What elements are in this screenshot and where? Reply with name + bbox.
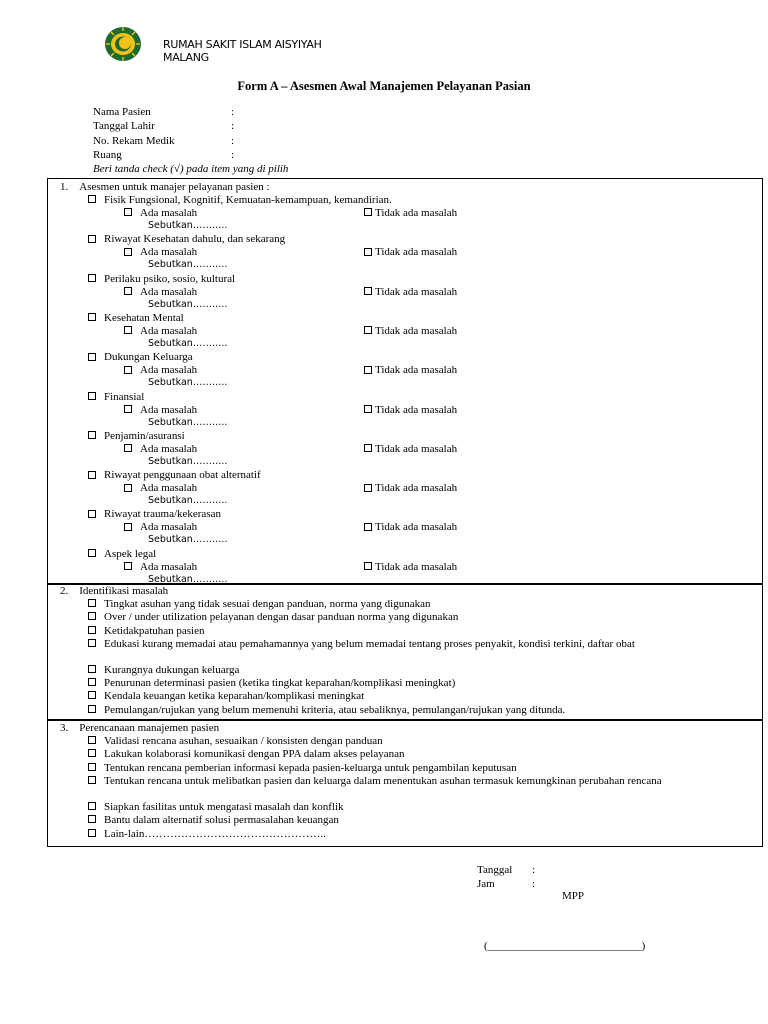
assessment-item[interactable] — [88, 430, 185, 443]
identity-colon: : — [231, 120, 235, 132]
assessment-item[interactable] — [88, 273, 235, 286]
section3-title: Perencanaan manajemen pasien — [79, 722, 220, 734]
tidak-checkbox[interactable] — [364, 366, 372, 374]
sebutkan-label: Sebutkan……….. — [148, 416, 228, 428]
section-asesmen — [47, 178, 763, 584]
item-checkbox[interactable] — [88, 235, 96, 243]
item-checkbox[interactable] — [88, 353, 96, 361]
identity-label: Nama Pasien — [93, 106, 151, 118]
plan-item-label: Tentukan rencana untuk melibatkan pasien dan keluarga dalam menentukan asuhan termasuk kemungkinan perubahan rencana — [104, 775, 662, 787]
assessment-item[interactable] — [88, 391, 144, 404]
tidak-checkbox[interactable] — [364, 287, 372, 295]
tidak-label: Tidak ada masalah — [375, 207, 458, 219]
ada-label: Ada masalah — [140, 246, 198, 259]
option-tidak-ada-masalah[interactable] — [364, 404, 457, 417]
identity-row-nama[interactable] — [93, 105, 234, 119]
item-checkbox[interactable] — [88, 431, 96, 439]
ada-checkbox[interactable] — [124, 562, 132, 570]
plan-checkbox[interactable] — [88, 815, 96, 823]
plan-checkbox[interactable] — [88, 763, 96, 771]
ada-label: Ada masalah — [140, 442, 198, 455]
problem-item[interactable] — [88, 690, 364, 703]
plan-checkbox[interactable] — [88, 829, 96, 837]
assessment-item[interactable] — [88, 469, 261, 482]
assessment-item[interactable] — [88, 351, 193, 364]
section3-heading — [60, 722, 219, 735]
item-checkbox[interactable] — [88, 392, 96, 400]
identity-colon: : — [231, 135, 235, 147]
sebutkan-field[interactable] — [148, 455, 227, 468]
problem-item[interactable] — [88, 664, 239, 677]
plan-checkbox[interactable] — [88, 749, 96, 757]
signature-jam[interactable] — [477, 877, 535, 891]
tidak-checkbox[interactable] — [364, 248, 372, 256]
sebutkan-field[interactable] — [148, 533, 227, 546]
assessment-item-label: Riwayat penggunaan obat alternatif — [104, 469, 261, 482]
option-tidak-ada-masalah[interactable] — [364, 325, 457, 338]
problem-item-label: Tingkat asuhan yang tidak sesuai dengan panduan, norma yang digunakan — [104, 598, 431, 610]
identity-row-rekam-medik[interactable] — [93, 134, 234, 148]
identity-colon: : — [231, 149, 235, 161]
tidak-checkbox[interactable] — [364, 484, 372, 492]
sebutkan-label: Sebutkan……….. — [148, 534, 228, 546]
identity-label: No. Rekam Medik — [93, 135, 175, 147]
plan-item-label: Lakukan kolaborasi komunikasi dengan PPA dalam akses pelayanan — [104, 748, 405, 760]
sebutkan-label: Sebutkan……….. — [148, 259, 228, 271]
ada-label: Ada masalah — [140, 285, 198, 298]
sebutkan-field[interactable] — [148, 337, 227, 350]
assessment-item[interactable] — [88, 548, 156, 561]
plan-item[interactable] — [88, 775, 762, 788]
item-checkbox[interactable] — [88, 471, 96, 479]
hospital-logo — [104, 26, 142, 62]
sebutkan-field[interactable] — [148, 416, 227, 429]
problem-checkbox[interactable] — [88, 691, 96, 699]
plan-item[interactable] — [88, 762, 517, 775]
assessment-item-label: Kesehatan Mental — [104, 311, 184, 324]
sebutkan-label: Sebutkan……….. — [148, 220, 228, 231]
problem-item[interactable] — [88, 625, 205, 638]
option-tidak-ada-masalah[interactable] — [364, 443, 457, 456]
plan-item-label: Bantu dalam alternatif solusi permasalahan keuangan — [104, 814, 339, 826]
section2-number: 2. — [60, 585, 69, 597]
ada-label: Ada masalah — [140, 324, 198, 337]
plan-item-label: Tentukan rencana pemberian informasi kepada pasien-keluarga untuk pengambilan keputusan — [104, 762, 517, 774]
tidak-label: Tidak ada masalah — [375, 482, 458, 495]
sebutkan-field[interactable] — [148, 494, 227, 507]
ada-label: Ada masalah — [140, 560, 198, 573]
problem-item-label: Ketidakpatuhan pasien — [104, 625, 205, 637]
problem-item-label: Edukasi kurang memadai atau pemahamannya yang belum memadai tentang proses penyakit, kondisi terkini, daftar obat — [104, 638, 635, 650]
tidak-checkbox[interactable] — [364, 326, 372, 334]
ada-checkbox[interactable] — [124, 523, 132, 531]
option-tidak-ada-masalah[interactable] — [364, 207, 457, 220]
problem-checkbox[interactable] — [88, 612, 96, 620]
problem-item-label: Pemulangan/rujukan yang belum memenuhi kriteria, atau sebaliknya, pemulangan/rujukan yang ditunda. — [104, 704, 566, 716]
section2-title: Identifikasi masalah — [79, 585, 169, 597]
assessment-item-label: Finansial — [104, 390, 145, 403]
plan-checkbox[interactable] — [88, 776, 96, 784]
plan-item[interactable] — [88, 735, 383, 748]
tidak-label: Tidak ada masalah — [375, 285, 458, 298]
assessment-item[interactable] — [88, 312, 184, 325]
item-checkbox[interactable] — [88, 510, 96, 518]
ada-checkbox[interactable] — [124, 208, 132, 216]
ada-checkbox[interactable] — [124, 326, 132, 334]
section-perencanaan — [47, 720, 763, 847]
signature-line[interactable]: (____________________________) — [484, 940, 646, 952]
plan-item-label: Validasi rencana asuhan, sesuaikan / konsisten dengan panduan — [104, 735, 383, 747]
jam-label: Jam — [477, 878, 495, 890]
identity-colon: : — [231, 106, 235, 118]
ada-label: Ada masalah — [140, 482, 198, 495]
section-identifikasi — [47, 584, 763, 720]
ada-label: Ada masalah — [140, 207, 198, 219]
tidak-checkbox[interactable] — [364, 405, 372, 413]
check-instruction: Beri tanda check (√) pada item yang di pilih — [93, 163, 289, 175]
tanggal-colon: : — [532, 864, 536, 876]
problem-item-label: Over / under utilization pelayanan dengan dasar panduan norma yang digunakan — [104, 611, 459, 623]
section1-heading — [60, 181, 270, 194]
problem-item-label: Kurangnya dukungan keluarga — [104, 664, 240, 676]
tidak-checkbox[interactable] — [364, 523, 372, 531]
tidak-checkbox[interactable] — [364, 208, 372, 216]
assessment-item[interactable] — [88, 233, 285, 246]
option-tidak-ada-masalah[interactable] — [364, 364, 457, 377]
plan-checkbox[interactable] — [88, 802, 96, 810]
problem-item-label: Kendala keuangan ketika keparahan/komplikasi meningkat — [104, 690, 365, 702]
assessment-item-label: Perilaku psiko, sosio, kultural — [104, 272, 236, 285]
identity-row-ruang[interactable] — [93, 148, 234, 162]
problem-checkbox[interactable] — [88, 678, 96, 686]
assessment-item-label: Riwayat trauma/kekerasan — [104, 508, 221, 521]
identity-label: Ruang — [93, 149, 122, 161]
problem-item[interactable] — [88, 677, 455, 690]
plan-item[interactable] — [88, 814, 339, 827]
problem-checkbox[interactable] — [88, 705, 96, 713]
option-tidak-ada-masalah[interactable] — [364, 246, 457, 259]
plan-item[interactable] — [88, 828, 326, 841]
signature-tanggal[interactable] — [477, 863, 535, 877]
option-tidak-ada-masalah[interactable] — [364, 286, 457, 299]
item-checkbox[interactable] — [88, 195, 96, 203]
ada-checkbox[interactable] — [124, 484, 132, 492]
institution-line2: MALANG — [163, 51, 209, 64]
sebutkan-field[interactable] — [148, 298, 227, 311]
ada-checkbox[interactable] — [124, 405, 132, 413]
problem-item-label: Penurunan determinasi pasien (ketika tingkat keparahan/komplikasi meningkat) — [104, 677, 456, 689]
ada-checkbox[interactable] — [124, 287, 132, 295]
problem-checkbox[interactable] — [88, 665, 96, 673]
assessment-item-label: Dukungan Keluarga — [104, 351, 193, 364]
sebutkan-field[interactable] — [148, 376, 227, 389]
problem-item[interactable] — [88, 704, 565, 717]
sebutkan-field[interactable] — [148, 219, 227, 232]
problem-item[interactable] — [88, 598, 430, 611]
problem-item[interactable] — [88, 638, 727, 651]
plan-item-label: Lain-lain………………………………………….. — [104, 828, 326, 840]
assessment-item-label: Aspek legal — [104, 547, 157, 560]
identity-row-tanggal-lahir[interactable] — [93, 119, 234, 133]
assessment-item-label: Riwayat Kesehatan dahulu, dan sekarang — [104, 233, 286, 246]
sebutkan-label: Sebutkan……….. — [148, 495, 228, 507]
section1-title: Asesmen untuk manajer pelayanan pasien : — [79, 181, 270, 193]
option-tidak-ada-masalah[interactable] — [364, 561, 457, 574]
tidak-label: Tidak ada masalah — [375, 246, 458, 259]
tidak-label: Tidak ada masalah — [375, 560, 458, 573]
tidak-label: Tidak ada masalah — [375, 403, 458, 416]
plan-item[interactable] — [88, 801, 344, 814]
sebutkan-field[interactable] — [148, 258, 227, 271]
tidak-checkbox[interactable] — [364, 444, 372, 452]
plan-item-label: Siapkan fasilitas untuk mengatasi masalah dan konflik — [104, 801, 344, 813]
sebutkan-label: Sebutkan……….. — [148, 377, 228, 389]
problem-item[interactable] — [88, 611, 458, 624]
tidak-label: Tidak ada masalah — [375, 364, 458, 377]
institution-name — [163, 38, 322, 64]
option-tidak-ada-masalah[interactable] — [364, 482, 457, 495]
plan-item[interactable] — [88, 748, 405, 761]
ada-checkbox[interactable] — [124, 248, 132, 256]
item-checkbox[interactable] — [88, 274, 96, 282]
tidak-label: Tidak ada masalah — [375, 324, 458, 337]
sebutkan-label: Sebutkan……….. — [148, 298, 228, 310]
problem-checkbox[interactable] — [88, 599, 96, 607]
identity-label: Tanggal Lahir — [93, 120, 155, 132]
section1-number: 1. — [60, 181, 69, 193]
tidak-label: Tidak ada masalah — [375, 521, 458, 534]
signature-role: MPP — [562, 890, 585, 902]
sebutkan-label: Sebutkan……….. — [148, 337, 228, 349]
institution-line1: RUMAH SAKIT ISLAM AISYIYAH — [163, 38, 322, 51]
ada-label: Ada masalah — [140, 403, 198, 416]
assessment-item[interactable] — [88, 194, 392, 207]
ada-label: Ada masalah — [140, 521, 198, 534]
ada-checkbox[interactable] — [124, 444, 132, 452]
tidak-checkbox[interactable] — [364, 562, 372, 570]
problem-checkbox[interactable] — [88, 639, 96, 647]
jam-colon: : — [532, 878, 536, 890]
item-checkbox[interactable] — [88, 313, 96, 321]
assessment-item-label: Fisik Fungsional, Kognitif, Kemuatan-kemampuan, kemandirian. — [104, 194, 392, 206]
problem-checkbox[interactable] — [88, 626, 96, 634]
item-checkbox[interactable] — [88, 549, 96, 557]
form-title: Form A – Asesmen Awal Manajemen Pelayanan Pasian — [237, 79, 531, 93]
ada-label: Ada masalah — [140, 364, 198, 377]
tanggal-label: Tanggal — [477, 864, 513, 876]
ada-checkbox[interactable] — [124, 366, 132, 374]
sebutkan-label: Sebutkan……….. — [148, 455, 228, 467]
tidak-label: Tidak ada masalah — [375, 442, 458, 455]
section3-number: 3. — [60, 722, 69, 734]
option-tidak-ada-masalah[interactable] — [364, 521, 457, 534]
assessment-item-label: Penjamin/asuransi — [104, 429, 185, 442]
plan-checkbox[interactable] — [88, 736, 96, 744]
section2-heading — [60, 585, 168, 598]
assessment-item[interactable] — [88, 508, 221, 521]
sebutkan-label: Sebutkan……….. — [148, 573, 228, 585]
